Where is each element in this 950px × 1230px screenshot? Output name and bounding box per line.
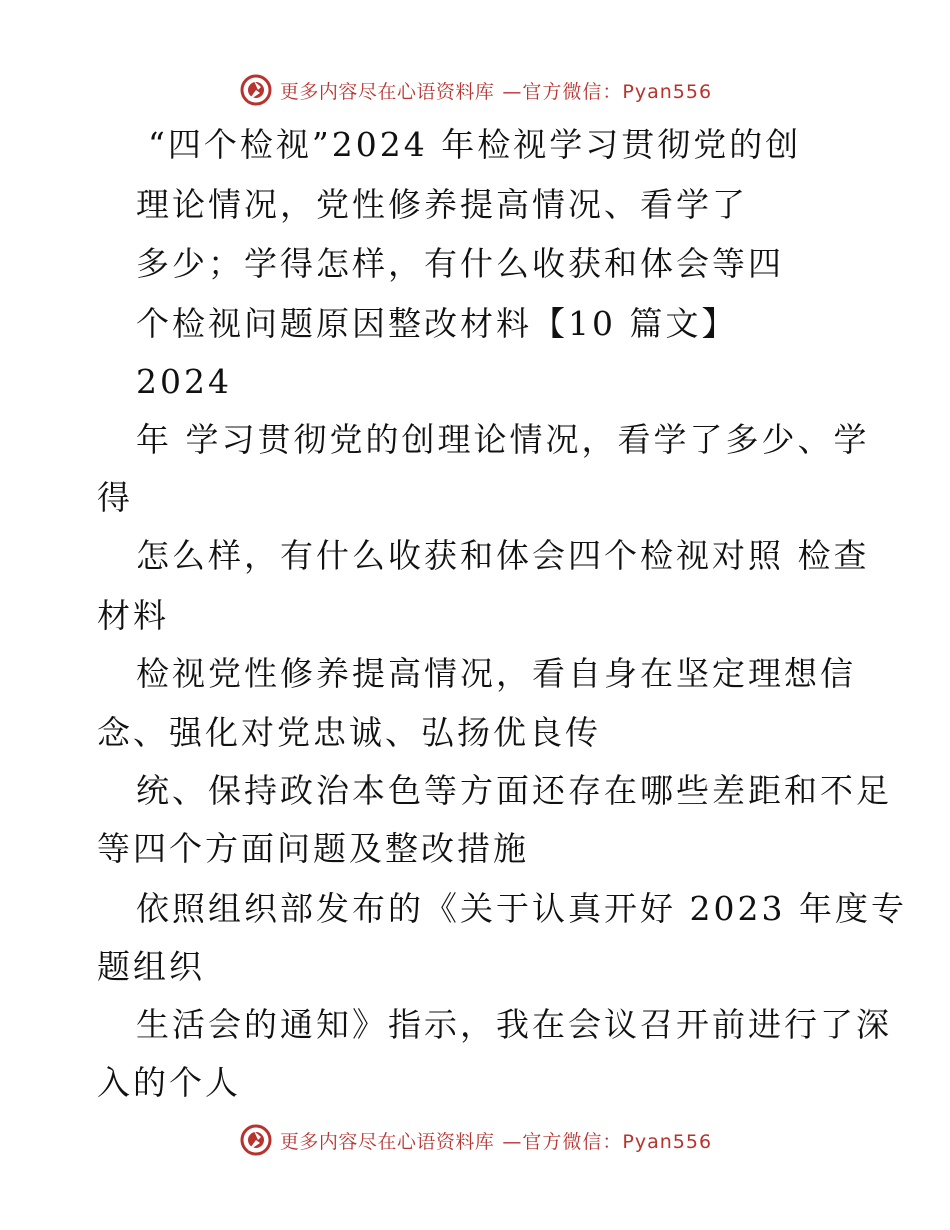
header-wechat: —官方微信：Pyan556 <box>502 80 713 103</box>
title-line: 多少；学得怎样，有什么收获和体会等四 <box>136 244 784 283</box>
paragraph-line: 生活会的通知》指示，我在会议召开前进行了深 <box>136 1005 892 1044</box>
paragraph-line: 统、保持政治本色等方面还存在哪些差距和不足 <box>136 771 892 810</box>
footer-watermark <box>0 1120 950 1160</box>
pen-nib-circle-icon <box>238 72 274 108</box>
footer-wechat: —官方微信：Pyan556 <box>502 1130 713 1153</box>
paragraph-line: 检视党性修养提高情况，看自身在坚定理想信 <box>136 654 856 693</box>
paragraph-line: 2024 <box>136 362 232 401</box>
header-watermark <box>0 70 950 110</box>
footer-tagline: 更多内容尽在心语资料库 <box>279 1130 495 1153</box>
paragraph-line: 入的个人 <box>97 1063 241 1102</box>
paragraph-line: 年 学习贯彻党的创理论情况，看学了多少、学 <box>136 420 870 459</box>
title-line: “四个检视”2024 年检视学习贯彻党的创 <box>148 125 802 164</box>
paragraph-line: 念、强化对党忠诚、弘扬优良传 <box>97 713 601 752</box>
header-tagline: 更多内容尽在心语资料库 <box>279 80 495 103</box>
paragraph-line: 材料 <box>97 596 169 635</box>
paragraph-line: 题组织 <box>97 947 205 986</box>
paragraph-line: 依照组织部发布的《关于认真开好 2023 年度专 <box>136 889 907 928</box>
pen-nib-circle-icon <box>238 1122 274 1158</box>
paragraph-line: 怎么样，有什么收获和体会四个检视对照 检查 <box>136 536 870 575</box>
paragraph-line: 等四个方面问题及整改措施 <box>97 829 529 868</box>
paragraph-line: 得 <box>97 478 133 517</box>
title-line: 个检视问题原因整改材料【10 篇文】 <box>136 304 738 343</box>
title-line: 理论情况，党性修养提高情况、看学了 <box>136 185 748 224</box>
